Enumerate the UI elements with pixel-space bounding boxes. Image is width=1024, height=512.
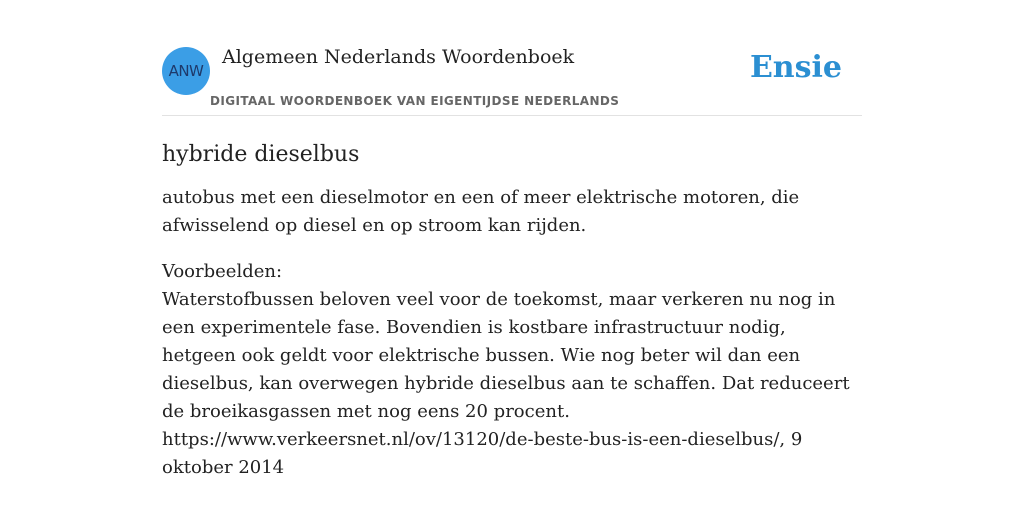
headword: hybride dieselbus (162, 142, 360, 167)
page (162, 0, 862, 512)
example-source: https://www.verkeersnet.nl/ov/13120/de-beste-bus-is-een-dieselbus/, 9 oktober 2014 (162, 429, 803, 478)
entry-content (162, 138, 862, 482)
site-subtitle: DIGITAAL WOORDENBOEK VAN EIGENTIJDSE NEDERLANDS (210, 94, 620, 108)
example-text: Waterstofbussen beloven veel voor de toekomst, maar verkeren nu nog in een experimentele fase. Bovendien is kostbare infrastructuur nodig, hetgeen ook geldt voor elektrische bussen. Wie nog beter wil dan een dieselbus, kan overwegen hybride dieselbus aan te schaffen. Dat reduceert de broeikasgassen met nog eens 20 procent. (162, 289, 850, 422)
logo-text: ANW (168, 62, 204, 80)
site-title[interactable]: Algemeen Nederlands Woordenboek (222, 46, 575, 68)
definition: autobus met een dieselmotor en een of meer elektrische motoren, die afwisselend op diesel en op stroom kan rijden. (162, 187, 800, 236)
examples-label: Voorbeelden: (162, 261, 283, 282)
examples-block (162, 258, 862, 482)
ensie-brand-link[interactable]: Ensie (749, 50, 842, 85)
site-header (162, 0, 862, 116)
anw-logo[interactable] (162, 47, 210, 95)
